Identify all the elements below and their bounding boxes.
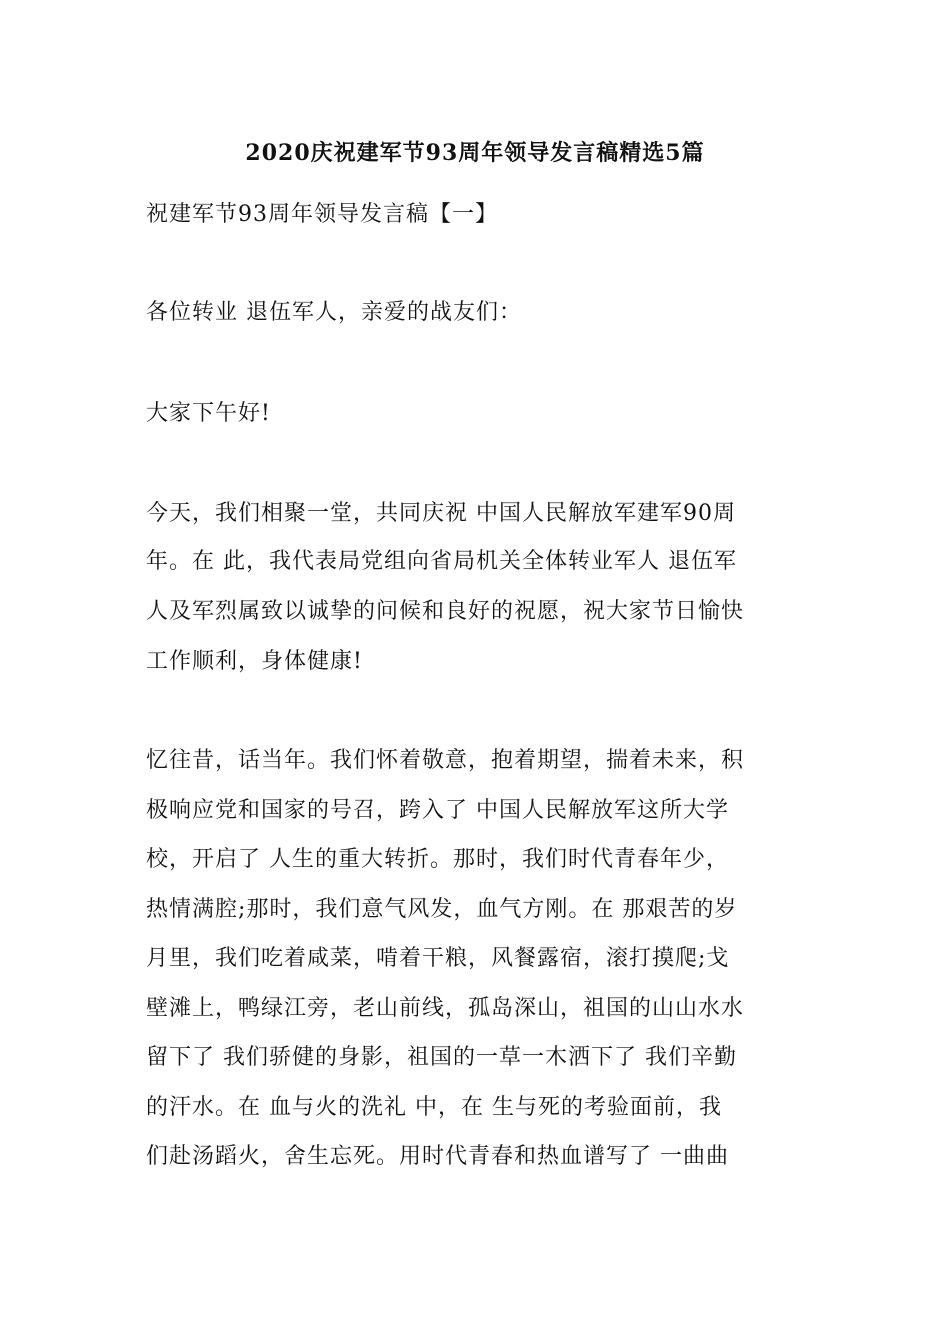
paragraph-line: 们赴汤蹈火，舍生忘死。用时代青春和热血谱写了 一曲曲	[146, 1144, 729, 1169]
paragraph-line: 留下了 我们骄健的身影，祖国的一草一木洒下了 我们辛勤	[146, 1045, 737, 1070]
paragraph-line: 人及军烈属致以诚挚的问候和良好的祝愿，祝大家节日愉快	[146, 599, 745, 624]
paragraph-line: 月里，我们吃着咸菜，啃着干粮，风餐露宿，滚打摸爬;戈	[146, 946, 730, 971]
paragraph-line: 今天，我们相聚一堂，共同庆祝 中国人民解放军建军90周	[146, 501, 736, 526]
paragraph-line: 年。在 此，我代表局党组向省局机关全体转业军人 退伍军	[146, 549, 737, 574]
paragraph-line: 壁滩上，鸭绿江旁，老山前线，孤岛深山，祖国的山山水水	[146, 996, 745, 1021]
salutation-line: 大家下午好!	[146, 401, 271, 426]
paragraph-line: 热情满腔;那时，我们意气风发，血气方刚。在 那艰苦的岁	[146, 897, 738, 922]
paragraph-line: 工作顺利，身体健康!	[146, 649, 363, 674]
greeting-line: 各位转业 退伍军人，亲爱的战友们：	[146, 300, 522, 325]
paragraph-line: 忆往昔，话当年。我们怀着敬意，抱着期望，揣着未来，积	[146, 748, 745, 773]
paragraph-line: 的汗水。在 血与火的洗礼 中，在 生与死的考验面前，我	[146, 1095, 722, 1120]
paragraph-line: 校，开启了 人生的重大转折。那时，我们时代青春年少，	[146, 847, 729, 872]
paragraph-line: 极响应党和国家的号召，跨入了 中国人民解放军这所大学	[146, 798, 729, 823]
section-heading: 祝建军节93周年领导发言稿【一】	[146, 202, 498, 227]
document-title: 2020庆祝建军节93周年领导发言稿精选5篇	[245, 140, 705, 166]
